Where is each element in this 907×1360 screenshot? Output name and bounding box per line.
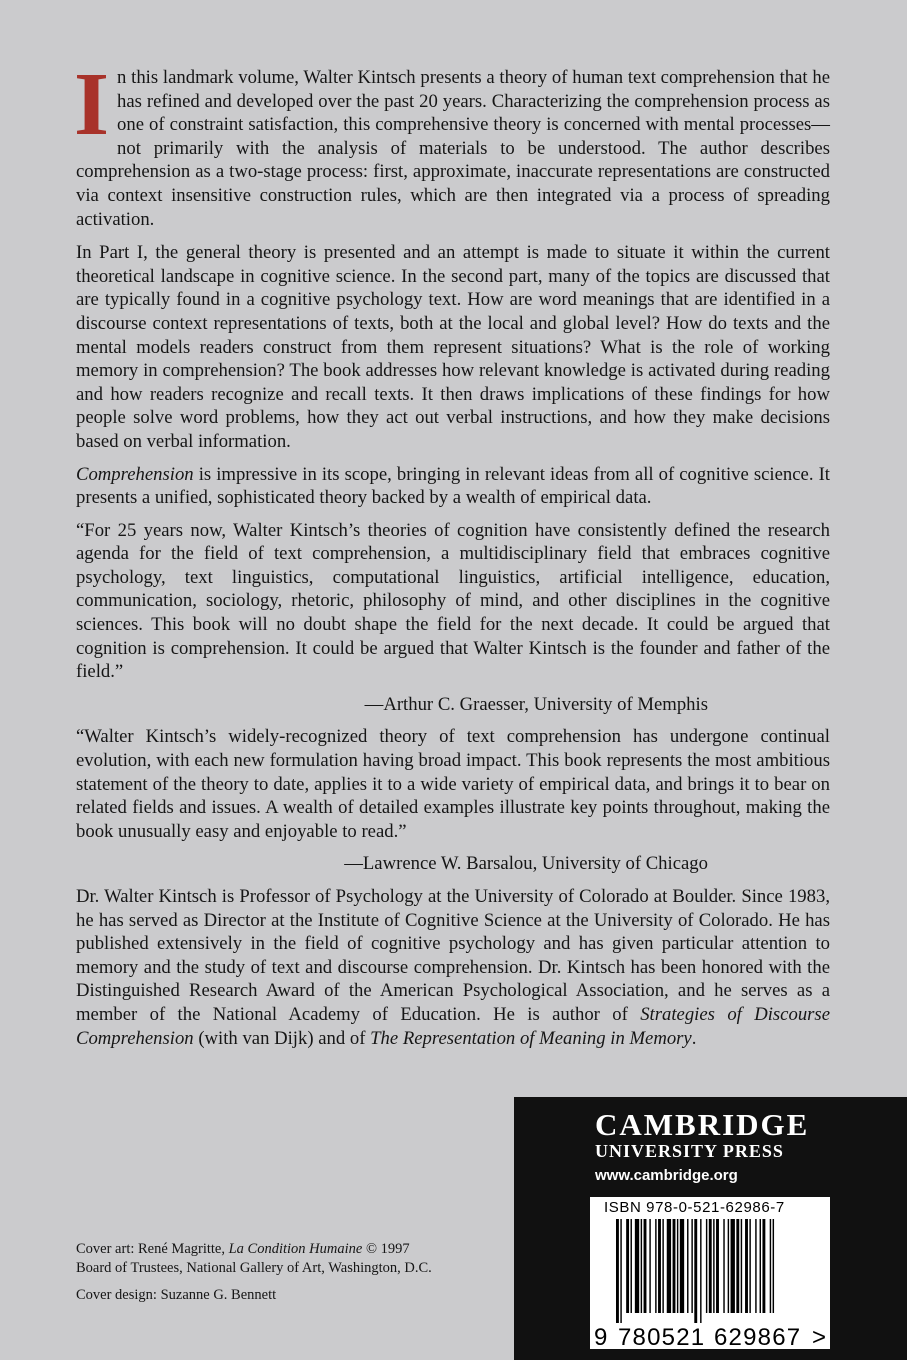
barcode-bar: [655, 1219, 656, 1313]
endorsement-quote: “Walter Kintsch’s widely-recognized theory of text comprehension has undergone continual evolution, with each new formulation having broad impact. This book represents the most ambitious statement of the theory to date, applies it to a wide variety of empirical data, and brings it to bear on related fields and issues. A wealth of detailed examples illustrate key points throughout, making the book unusually easy and enjoyable to read.”: [76, 726, 830, 842]
barcode-bar: [687, 1219, 688, 1313]
isbn-label: ISBN 978-0-521-62986-7: [604, 1199, 785, 1216]
barcode-bar: [641, 1219, 642, 1313]
barcode-bar: [649, 1219, 650, 1313]
barcode-bar: [723, 1219, 724, 1313]
barcode-bar: [620, 1219, 621, 1323]
scope-paragraph: [76, 463, 830, 510]
intro-text: n this landmark volume, Walter Kintsch presents a theory of human text comprehension that he has refined and developed over the past 20 years. Characterizing the comprehension process as one of constraint satisfaction, this comprehensive theory is concerned with mental processes—not primarily with the analysis of materials to be understood. The author describes comprehension as a two-stage process: first, approximate, inaccurate representations are constructed via context insensitive construction rules, which are then integrated via a process of spreading activation.: [76, 67, 830, 230]
barcode-bar: [691, 1219, 692, 1313]
scope-text: is impressive in its scope, bringing in relevant ideas from all of cognitive science. It presents a unified, sophisticated theory backed by a wealth of empirical data.: [76, 463, 830, 509]
barcode-bar: [755, 1219, 756, 1313]
barcode-arrow: >: [812, 1324, 827, 1349]
cover-art-credit-line2: Board of Trustees, National Gallery of Art, Washington, D.C.: [76, 1259, 432, 1276]
barcode-bar: [673, 1219, 676, 1313]
barcode-bar: [770, 1219, 771, 1313]
back-cover-text: [74, 55, 831, 1059]
publisher-subtitle: UNIVERSITY PRESS: [595, 1141, 784, 1161]
endorsement-quote: “For 25 years now, Walter Kintsch’s theories of cognition have consistently defined the research agenda for the field of text comprehension, a multidisciplinary field that embraces cognitive psychology, text linguistics, computational linguistics, artificial intelligence, education, communication, sociology, rhetoric, philosophy of mind, and other disciplines in the cognitive sciences. This book will no doubt shape the field for the next decade. It could be argued that cognition is comprehension. It could be argued that Walter Kintsch is the founder and father of the field.”: [76, 519, 830, 683]
endorsement-attribution: —Arthur C. Graesser, University of Memphis: [364, 693, 708, 715]
publisher-panel: [514, 1097, 907, 1360]
barcode-bar: [713, 1219, 714, 1313]
barcode-bar: [626, 1219, 629, 1313]
barcode-panel: [590, 1197, 830, 1349]
artwork-title: La Condition Humaine: [228, 1241, 363, 1257]
publisher-url: www.cambridge.org: [595, 1167, 738, 1184]
bio-book-title: The Representation of Meaning in Memory: [370, 1027, 692, 1049]
barcode-bar: [635, 1219, 639, 1313]
barcode-bar: [700, 1219, 701, 1323]
barcode-bar: [749, 1219, 750, 1313]
barcode-bar: [736, 1219, 739, 1313]
barcode-bar: [728, 1219, 729, 1313]
barcode-bar: [745, 1219, 748, 1313]
barcode-icon: [590, 1197, 830, 1349]
barcode-bar: [762, 1219, 765, 1313]
book-title: Comprehension: [76, 463, 194, 485]
barcode-bar: [667, 1219, 671, 1313]
barcode-bar: [706, 1219, 707, 1313]
drop-cap: I: [74, 55, 110, 154]
barcode-bar: [773, 1219, 774, 1313]
barcode-lead-digit: 9: [594, 1324, 608, 1349]
cover-art-credit: Cover art: René Magritte, La Condition Humaine © 1997: [76, 1241, 410, 1257]
barcode-bar: [741, 1219, 742, 1313]
summary-paragraph: In Part I, the general theory is presented and an attempt is made to situate it within the current theoretical landscape in cognitive science. In the second part, many of the topics are discussed that are typically found in a cognitive psychology text. How are word meanings that are identified in a discourse context representations of texts, both at the local and global level? How do texts and the mental models readers construct from them represent situations? What is the role of working memory in comprehension? The book addresses how relevant knowledge is activated during reading and how readers recognize and recall texts. It then draws implications of these findings for how people solve word problems, how they act out verbal instructions, and how they make decisions based on verbal information.: [76, 242, 830, 452]
barcode-bar: [677, 1219, 678, 1313]
barcode-bar: [658, 1219, 661, 1313]
barcode-bar: [716, 1219, 719, 1313]
barcode-bar: [631, 1219, 632, 1313]
publisher-name: CAMBRIDGE: [595, 1107, 810, 1142]
cover-credits: [76, 1240, 432, 1305]
barcode-bar: [709, 1219, 712, 1313]
barcode-bar: [644, 1219, 647, 1313]
author-bio: Dr. Walter Kintsch is Professor of Psychology at the University of Colorado at Boulder. Since 1983, he has served as Director at the Institute of Cognitive Science at the University of Colorado. He has published extensively in the field of cognitive psychology and has given particular attention to memory and the study of text and discourse comprehension. Dr. Kintsch has been honored with the Distinguished Research Award of the American Psychological Association, and he serves as a member of the National Academy of Education. He is author of Strategies of Discourse Comprehension (with van Dijk) and of The Representation of Meaning in Memory.: [76, 886, 831, 1049]
barcode-bar: [731, 1219, 735, 1313]
barcode-bar: [662, 1219, 663, 1313]
barcode-right-digits: 629867: [714, 1324, 802, 1349]
intro-paragraph: [74, 55, 830, 231]
barcode-bar: [680, 1219, 684, 1313]
barcode-left-digits: 780521: [618, 1324, 706, 1349]
cover-design-credit: Cover design: Suzanne G. Bennett: [76, 1287, 277, 1303]
endorsement-attribution: —Lawrence W. Barsalou, University of Chicago: [344, 853, 708, 875]
barcode-bar: [694, 1219, 697, 1323]
barcode-bar: [760, 1219, 761, 1313]
barcode-bar: [616, 1219, 619, 1323]
bio-book-title: Strategies of Discourse Comprehension: [76, 1003, 831, 1049]
